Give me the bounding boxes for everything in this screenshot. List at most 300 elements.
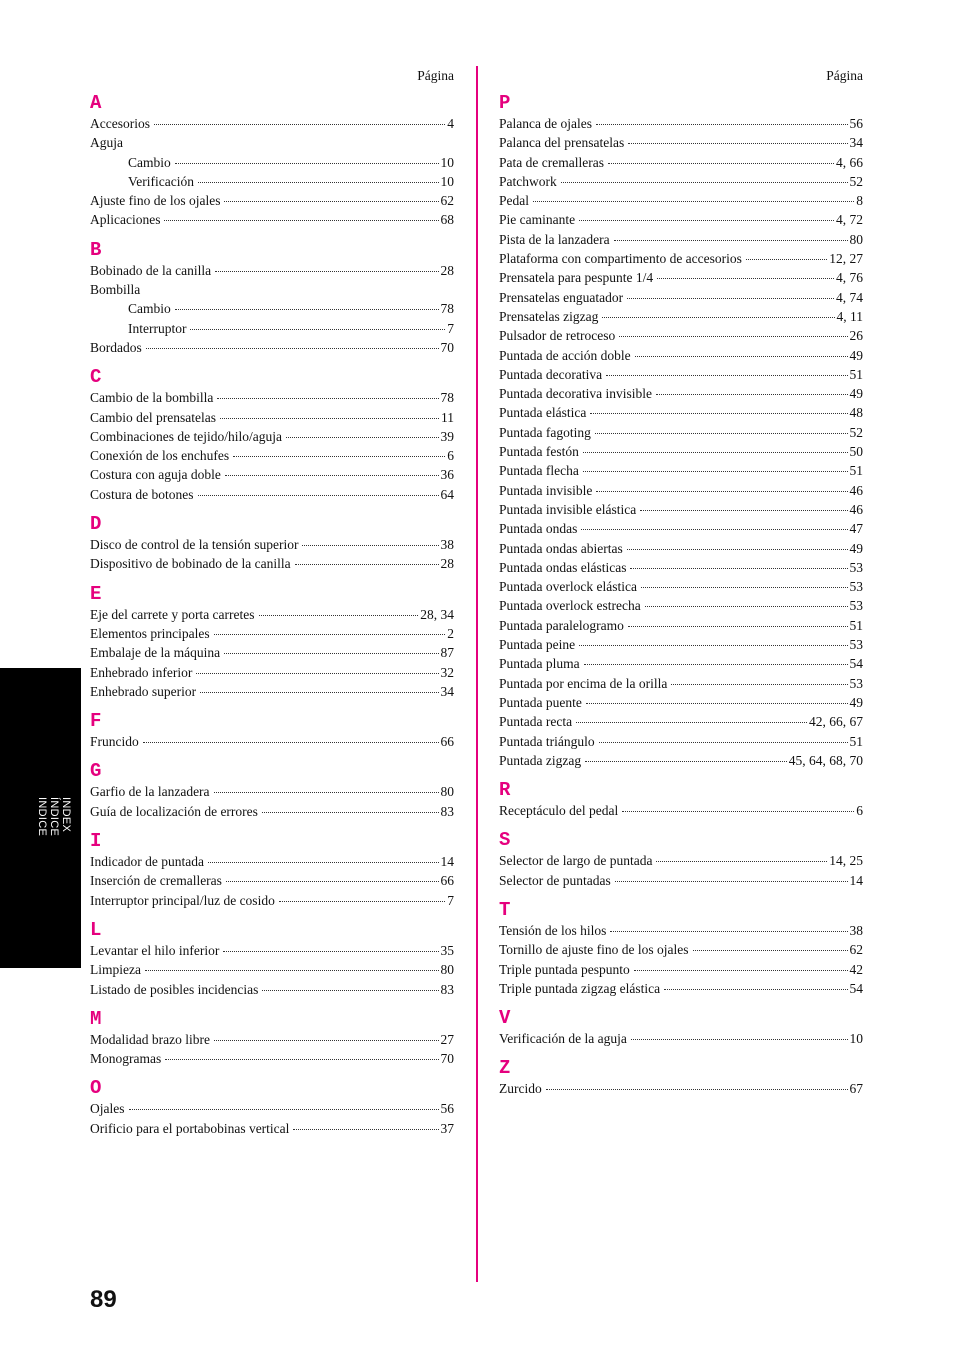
entry-page: 4, 76 <box>836 270 863 286</box>
section-letter: Z <box>499 1057 511 1080</box>
entry-page: 51 <box>849 733 863 749</box>
index-section <box>90 710 454 751</box>
dot-leader <box>628 143 847 144</box>
entry-page: 32 <box>440 664 454 680</box>
dot-leader <box>746 259 827 260</box>
index-entry <box>90 1030 454 1049</box>
entry-label: Tornillo de ajuste fino de los ojales <box>499 942 689 958</box>
index-entry <box>499 423 863 442</box>
index-entry <box>499 654 863 673</box>
entry-label: Cambio de la bombilla <box>90 390 214 406</box>
entry-page: 53 <box>849 675 863 691</box>
dot-leader <box>154 124 445 125</box>
entry-label: Verificación de la aguja <box>499 1031 627 1047</box>
index-entry <box>90 643 454 662</box>
index-entry <box>499 577 863 596</box>
index-entry <box>499 558 863 577</box>
index-entry <box>90 485 454 504</box>
entry-page: 56 <box>440 1101 454 1117</box>
index-section <box>90 513 454 574</box>
entry-page: 80 <box>440 784 454 800</box>
dot-leader <box>622 811 854 812</box>
dot-leader <box>610 931 847 932</box>
index-entry <box>90 153 454 172</box>
index-entry <box>499 442 863 461</box>
entry-label: Limpieza <box>90 962 141 978</box>
index-section <box>499 1007 863 1048</box>
entry-page: 46 <box>849 482 863 498</box>
page-number: 89 <box>90 1286 117 1313</box>
dot-leader <box>630 568 847 569</box>
index-entry <box>499 979 863 998</box>
section-letter: C <box>90 366 102 389</box>
dot-leader <box>196 673 438 674</box>
entry-page: 10 <box>440 154 454 170</box>
section-letter: M <box>90 1007 102 1030</box>
dot-leader <box>619 336 847 337</box>
index-section <box>90 583 454 701</box>
entry-page: 51 <box>849 463 863 479</box>
section-letter: V <box>499 1007 511 1030</box>
index-entry <box>90 1099 454 1118</box>
entry-page: 53 <box>849 598 863 614</box>
index-entry <box>499 940 863 959</box>
entry-page: 49 <box>849 386 863 402</box>
entry-page: 7 <box>447 892 454 908</box>
index-entry <box>90 446 454 465</box>
entry-label: Puntada ondas <box>499 521 578 537</box>
index-entry <box>499 288 863 307</box>
side-tab-line: INDICE <box>36 797 48 837</box>
section-letter: R <box>499 779 511 802</box>
dot-leader <box>583 471 848 472</box>
entry-page: 80 <box>849 231 863 247</box>
dot-leader <box>146 348 439 349</box>
index-entry <box>499 674 863 693</box>
entry-page: 10 <box>440 173 454 189</box>
dot-leader <box>224 653 438 654</box>
entry-label: Puntada flecha <box>499 463 579 479</box>
dot-leader <box>279 901 445 902</box>
index-entry <box>90 408 454 427</box>
index-entry <box>90 114 454 133</box>
index-entry <box>499 210 863 229</box>
entry-label: Pista de la lanzadera <box>499 231 610 247</box>
entry-label: Puntada recta <box>499 714 573 730</box>
dot-leader <box>627 549 848 550</box>
entry-page: 53 <box>849 559 863 575</box>
entry-label: Embalaje de la máquina <box>90 645 221 661</box>
entry-label: Enhebrado superior <box>90 683 197 699</box>
index-entry <box>499 481 863 500</box>
entry-page: 4 <box>447 116 454 131</box>
dot-leader <box>579 220 834 221</box>
dot-leader <box>164 220 438 221</box>
dot-leader <box>262 812 439 813</box>
entry-page: 7 <box>447 320 454 336</box>
side-tab-line: INDEX <box>60 797 72 833</box>
index-entry <box>499 801 863 820</box>
entry-label: Disco de control de la tensión superior <box>90 537 299 553</box>
entry-page: 27 <box>440 1031 454 1047</box>
entry-label: Pata de cremalleras <box>499 154 604 170</box>
entry-label: Costura con aguja doble <box>90 467 221 483</box>
entry-label: Selector de largo de puntada <box>499 853 653 869</box>
entry-label: Monogramas <box>90 1051 162 1067</box>
dot-leader <box>198 495 439 496</box>
entry-page: 37 <box>440 1120 454 1136</box>
dot-leader <box>596 491 847 492</box>
entry-label: Conexión de los enchufes <box>90 448 230 464</box>
index-section <box>90 760 454 821</box>
entry-page: 4, 74 <box>836 289 863 305</box>
entry-label: Elementos principales <box>90 625 210 641</box>
index-entry <box>499 346 863 365</box>
entry-label: Puntada overlock elástica <box>499 579 637 595</box>
dot-leader <box>579 645 847 646</box>
entry-label: Listado de posibles incidencias <box>90 981 259 997</box>
entry-label: Receptáculo del pedal <box>499 803 619 819</box>
index-entry <box>499 732 863 751</box>
dot-leader <box>225 475 439 476</box>
entry-page: 87 <box>440 645 454 661</box>
right-sections <box>499 92 863 1099</box>
index-entry <box>90 605 454 624</box>
entry-page: 83 <box>440 981 454 997</box>
index-entry <box>499 851 863 870</box>
section-letter: A <box>90 92 102 114</box>
entry-page: 67 <box>849 1081 863 1097</box>
entry-page: 52 <box>849 173 863 189</box>
index-section <box>90 830 454 910</box>
index-entry <box>499 596 863 615</box>
index-entry <box>499 539 863 558</box>
entry-page: 78 <box>440 301 454 317</box>
dot-leader <box>143 742 439 743</box>
dot-leader <box>208 862 439 863</box>
index-entry <box>90 891 454 910</box>
index-entry <box>90 554 454 573</box>
entry-page: 39 <box>440 428 454 444</box>
entry-label: Puntada pluma <box>499 656 580 672</box>
entry-label: Modalidad brazo libre <box>90 1031 210 1047</box>
entry-label: Levantar el hilo inferior <box>90 942 220 958</box>
index-entry <box>499 1079 863 1098</box>
index-section <box>90 366 454 504</box>
dot-leader <box>129 1109 439 1110</box>
entry-page: 53 <box>849 637 863 653</box>
entry-page: 70 <box>440 1051 454 1067</box>
entry-page: 70 <box>440 339 454 355</box>
entry-page: 47 <box>849 521 863 537</box>
index-entry <box>90 802 454 821</box>
index-entry <box>499 403 863 422</box>
index-entry <box>90 133 454 152</box>
index-entry <box>90 172 454 191</box>
entry-label: Puntada ondas elásticas <box>499 559 627 575</box>
entry-page: 53 <box>849 579 863 595</box>
entry-label: Bordados <box>90 339 142 355</box>
index-entry <box>90 980 454 999</box>
dot-leader <box>671 684 847 685</box>
entry-label: Enhebrado inferior <box>90 664 193 680</box>
entry-page: 62 <box>440 193 454 209</box>
entry-page: 38 <box>440 537 454 553</box>
entry-page: 4, 72 <box>836 212 863 228</box>
entry-label: Combinaciones de tejido/hilo/aguja <box>90 428 282 444</box>
dot-leader <box>165 1059 438 1060</box>
entry-label: Puntada zigzag <box>499 752 582 768</box>
index-entry <box>499 191 863 210</box>
entry-page: 28 <box>440 556 454 572</box>
dot-leader <box>599 742 848 743</box>
entry-label: Puntada de acción doble <box>499 347 631 363</box>
entry-page: 26 <box>849 328 863 344</box>
dot-leader <box>198 182 439 183</box>
entry-label: Prensatelas enguatador <box>499 289 624 305</box>
index-section <box>90 1008 454 1069</box>
entry-label: Selector de puntadas <box>499 872 611 888</box>
index-entry <box>90 210 454 229</box>
dot-leader <box>224 201 438 202</box>
entry-label: Puntada triángulo <box>499 733 595 749</box>
entry-page: 62 <box>849 942 863 958</box>
dot-leader <box>262 990 438 991</box>
index-entry <box>499 871 863 890</box>
entry-page: 51 <box>849 617 863 633</box>
side-tab-line: ÍNDICE <box>48 797 60 837</box>
entry-label: Costura de botones <box>90 486 194 502</box>
entry-label: Garfio de la lanzadera <box>90 784 210 800</box>
entry-page: 28 <box>440 262 454 278</box>
entry-page: 12, 27 <box>829 251 863 267</box>
entry-label: Pulsador de retroceso <box>499 328 616 344</box>
section-letter: L <box>90 918 102 941</box>
index-entry <box>499 960 863 979</box>
dot-leader <box>608 163 834 164</box>
entry-page: 14, 25 <box>829 853 863 869</box>
dot-leader <box>595 433 848 434</box>
index-column-right <box>499 66 863 1099</box>
column-divider <box>476 66 478 1282</box>
entry-label: Puntada ondas abiertas <box>499 540 623 556</box>
entry-label: Triple puntada zigzag elástica <box>499 980 661 996</box>
entry-label: Palanca de ojales <box>499 116 592 131</box>
entry-page: 35 <box>440 942 454 958</box>
index-entry <box>90 1119 454 1138</box>
index-entry <box>90 465 454 484</box>
left-sections <box>90 92 454 1138</box>
entry-label: Puntada elástica <box>499 405 587 421</box>
index-entry <box>90 299 454 318</box>
dot-leader <box>581 529 847 530</box>
dot-leader <box>645 606 848 607</box>
entry-page: 6 <box>447 448 454 464</box>
index-entry <box>499 249 863 268</box>
entry-label: Tensión de los hilos <box>499 922 607 938</box>
index-entry <box>499 172 863 191</box>
entry-label: Indicador de puntada <box>90 854 204 870</box>
index-entry <box>90 960 454 979</box>
entry-label: Puntada decorativa <box>499 366 603 382</box>
entry-label: Ajuste fino de los ojales <box>90 193 221 209</box>
index-entry <box>90 941 454 960</box>
entry-label: Orificio para el portabobinas vertical <box>90 1120 290 1136</box>
entry-label: Prensatela para pespunte 1/4 <box>499 270 654 286</box>
index-entry <box>499 751 863 770</box>
entry-label: Plataforma con compartimento de accesorios <box>499 251 742 267</box>
index-entry <box>90 663 454 682</box>
dot-leader <box>259 615 419 616</box>
dot-leader <box>200 692 438 693</box>
entry-label: Puntada decorativa invisible <box>499 386 652 402</box>
entry-page: 48 <box>849 405 863 421</box>
dot-leader <box>606 375 847 376</box>
entry-label: Cambio <box>128 301 171 317</box>
dot-leader <box>561 182 848 183</box>
entry-page: 46 <box>849 501 863 517</box>
entry-page: 49 <box>849 694 863 710</box>
index-entry <box>499 230 863 249</box>
dot-leader <box>596 124 848 125</box>
index-entry <box>90 427 454 446</box>
index-entry <box>499 326 863 345</box>
entry-page: 4, 66 <box>836 154 863 170</box>
entry-page: 2 <box>447 625 454 641</box>
entry-label: Zurcido <box>499 1081 542 1097</box>
index-entry <box>499 461 863 480</box>
dot-leader <box>583 452 848 453</box>
entry-label: Puntada invisible <box>499 482 593 498</box>
entry-page: 4, 11 <box>836 308 863 324</box>
entry-page: 52 <box>849 424 863 440</box>
index-entry <box>499 114 863 133</box>
entry-page: 50 <box>849 444 863 460</box>
dot-leader <box>546 1089 848 1090</box>
dot-leader <box>233 456 445 457</box>
entry-page: 8 <box>856 193 863 209</box>
index-entry <box>499 693 863 712</box>
entry-label: Cambio <box>128 154 171 170</box>
index-entry <box>90 682 454 701</box>
section-letter: T <box>499 898 511 921</box>
dot-leader <box>214 792 439 793</box>
entry-label: Palanca del prensatelas <box>499 135 625 151</box>
index-entry <box>499 519 863 538</box>
entry-label: Patchwork <box>499 173 557 189</box>
dot-leader <box>656 394 848 395</box>
index-entry <box>499 712 863 731</box>
entry-page: 64 <box>440 486 454 502</box>
entry-label: Eje del carrete y porta carretes <box>90 606 255 622</box>
dot-leader <box>635 356 848 357</box>
entry-page: 34 <box>440 683 454 699</box>
entry-label: Cambio del prensatelas <box>90 409 216 425</box>
entry-page: 49 <box>849 347 863 363</box>
section-letter: I <box>90 830 102 853</box>
index-section <box>90 919 454 999</box>
section-letter: O <box>90 1077 102 1100</box>
entry-label: Verificación <box>128 173 194 189</box>
dot-leader <box>615 881 848 882</box>
entry-label: Bombilla <box>90 282 141 298</box>
entry-page: 54 <box>849 980 863 996</box>
entry-page: 51 <box>849 366 863 382</box>
dot-leader <box>286 437 439 438</box>
section-letter: F <box>90 710 102 733</box>
dot-leader <box>295 564 439 565</box>
dot-leader <box>586 703 848 704</box>
entry-page: 66 <box>440 734 454 750</box>
dot-leader <box>590 413 847 414</box>
index-entry <box>90 624 454 643</box>
entry-page: 6 <box>856 803 863 819</box>
entry-page: 14 <box>849 872 863 888</box>
entry-label: Puntada por encima de la orilla <box>499 675 668 691</box>
entry-label: Dispositivo de bobinado de la canilla <box>90 556 291 572</box>
entry-page: 28, 34 <box>420 606 454 622</box>
pagina-header: Página <box>826 68 863 83</box>
entry-page: 45, 64, 68, 70 <box>788 752 863 768</box>
section-letter: D <box>90 513 102 536</box>
dot-leader <box>657 278 834 279</box>
entry-label: Aguja <box>90 135 123 151</box>
index-entry <box>90 280 454 299</box>
entry-label: Puntada puente <box>499 694 582 710</box>
index-column-left <box>90 66 454 1138</box>
index-entry <box>499 133 863 152</box>
index-entry <box>90 535 454 554</box>
section-letter: S <box>499 829 511 852</box>
index-entry <box>499 616 863 635</box>
index-entry <box>90 388 454 407</box>
entry-label: Inserción de cremalleras <box>90 873 222 889</box>
index-entry <box>90 782 454 801</box>
entry-page: 34 <box>849 135 863 151</box>
dot-leader <box>214 1040 439 1041</box>
section-letter: E <box>90 582 102 605</box>
index-section <box>90 239 454 357</box>
entry-label: Interruptor <box>128 320 187 336</box>
section-letter: P <box>499 92 511 114</box>
entry-label: Pie caminante <box>499 212 576 228</box>
entry-label: Interruptor principal/luz de cosido <box>90 892 275 908</box>
entry-page: 42, 66, 67 <box>809 714 863 730</box>
entry-label: Pedal <box>499 193 529 209</box>
entry-label: Prensatelas zigzag <box>499 308 599 324</box>
dot-leader <box>656 861 827 862</box>
dot-leader <box>215 271 438 272</box>
index-entry <box>90 261 454 280</box>
pagina-header: Página <box>417 68 454 83</box>
dot-leader <box>585 761 787 762</box>
entry-label: Aplicaciones <box>90 212 161 228</box>
index-entry <box>499 921 863 940</box>
entry-page: 42 <box>849 961 863 977</box>
section-letter: B <box>90 238 102 261</box>
dot-leader <box>220 418 439 419</box>
entry-page: 36 <box>440 467 454 483</box>
dot-leader <box>614 240 848 241</box>
entry-label: Guía de localización de errores <box>90 803 258 819</box>
index-section <box>90 92 454 230</box>
dot-leader <box>175 163 439 164</box>
index-entry <box>499 384 863 403</box>
dot-leader <box>641 587 848 588</box>
entry-page: 38 <box>849 922 863 938</box>
entry-label: Puntada overlock estrecha <box>499 598 641 614</box>
entry-label: Ojales <box>90 1101 125 1117</box>
